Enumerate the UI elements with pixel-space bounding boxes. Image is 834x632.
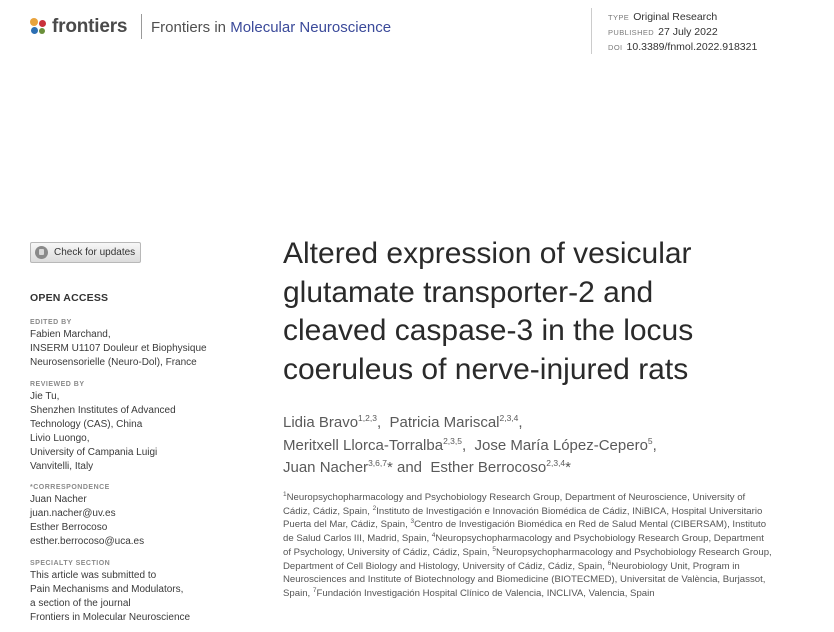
article-meta: [608, 10, 757, 55]
meta-value: 27 July 2022: [658, 26, 718, 38]
author-affil-sup: 3,6,7: [368, 458, 387, 468]
section-line: Shenzhen Institutes of Advanced: [30, 405, 176, 416]
meta-published-row: [608, 25, 757, 40]
crossmark-icon: [35, 246, 48, 259]
corresponding-star: *: [565, 459, 571, 476]
affil-text: Instituto de Investigación e Innovación Biomédica de Cádiz, INiBICA, Hospital Universitario Puerta del Mar, Cádiz, Spain,: [283, 505, 763, 531]
meta-divider: [591, 8, 592, 54]
meta-key: PUBLISHED: [608, 28, 655, 37]
article-title: [283, 235, 803, 389]
section-line: Jie Tu,: [30, 391, 60, 402]
section-line: INSERM U1107 Douleur et Biophysique: [30, 343, 207, 354]
journal-name: Molecular Neuroscience: [230, 19, 392, 36]
title-line: coeruleus of nerve-injured rats: [283, 352, 689, 386]
meta-doi-row: [608, 40, 757, 55]
correspondence-section: [30, 482, 240, 549]
affil-number: 5: [492, 545, 497, 553]
section-line: Neurosensorielle (Neuro-Dol), France: [30, 357, 197, 368]
edited-by-section: [30, 317, 240, 370]
affil-text: Centro de Investigación Biomédica en Red de Salud Mental (CIBERSAM), Instituto de Salud Carlos III, Madrid, Spain,: [283, 519, 767, 545]
corresponding-star: *: [386, 459, 393, 476]
meta-value: Original Research: [633, 11, 718, 23]
section-line: This article was submitted to: [30, 570, 157, 581]
journal-prefix: Frontiers in: [151, 19, 231, 36]
author-line: [283, 457, 803, 480]
affil-number: 3: [410, 518, 415, 526]
affil-text: Neurobiology Unit, Program in Neurosciences and Institute of Biotechnology and Biomedicine (BIOTECMED), Universitat de València, Burjassot, Spain,: [283, 560, 766, 599]
meta-key: DOI: [608, 43, 623, 52]
affiliations: [283, 491, 773, 601]
author-line: Meritxell Llorca-Torralba$^{2,3,5}$, Jose María López-Cepero$^5$,: [283, 435, 657, 454]
author-affil-sup: 5: [647, 435, 653, 446]
author-name[interactable]: Juan Nacher: [283, 459, 369, 476]
author-affil-sup: 2,3,4: [499, 413, 519, 423]
header-divider: [141, 14, 142, 39]
section-line: a section of the journal: [30, 598, 131, 609]
section-line: Vanvitelli, Italy: [30, 461, 94, 472]
affil-text: Neuropsychopharmacology and Psychobiology Research Group, Department of Neuroscience, University of Cádiz, Cádiz, Spain,: [283, 492, 746, 517]
author-name[interactable]: Lidia Bravo: [283, 414, 359, 431]
section-line: Frontiers in Molecular Neuroscience: [30, 612, 191, 623]
section-line: Technology (CAS), China: [30, 419, 143, 430]
author-name[interactable]: Patricia Mariscal: [389, 414, 500, 431]
check-for-updates-label: Check for updates: [54, 247, 136, 258]
author-affil-sup: 2,3,4: [546, 458, 566, 468]
check-for-updates-button[interactable]: [30, 242, 141, 263]
affil-text: Neuropsychopharmacology and Psychobiology Research Group, Department of Psychology, University of Cádiz, Cádiz, Spain,: [283, 533, 764, 558]
reviewed-by-section: [30, 379, 240, 474]
author-line: Lidia Bravo$^{1,2,3}$, Patricia Mariscal$^{2,3,4}$,: [283, 413, 523, 431]
affil-number: 4: [431, 531, 436, 539]
section-line: Pain Mechanisms and Modulators,: [30, 584, 184, 595]
open-access-label: OPEN ACCESS: [30, 292, 109, 304]
section-line: Fabien Marchand,: [30, 329, 111, 340]
frontiers-logo-icon: [30, 18, 48, 36]
author-name[interactable]: Jose María López-Cepero: [474, 436, 648, 454]
section-line: University of Campania Luigi: [30, 447, 158, 458]
affil-text: Fundación Investigación Hospital Clínico de Valencia, INCLIVA, Valencia, Spain: [316, 587, 655, 599]
section-line: Livio Luongo,: [30, 433, 90, 444]
affil-number: 2: [372, 504, 377, 512]
title-line: cleaved caspase-3 in the locus: [283, 314, 694, 347]
doi-link[interactable]: 10.3389/fnmol.2022.918321: [626, 41, 758, 53]
section-line: Juan Nacher: [30, 494, 87, 505]
journal-title[interactable]: [151, 19, 391, 36]
logo-wordmark: frontiers: [52, 16, 128, 37]
meta-type-row: [608, 10, 757, 25]
author-affil-sup: 1,2,3: [358, 413, 377, 423]
frontiers-logo[interactable]: [30, 16, 127, 38]
section-heading: *CORRESPONDENCE: [30, 484, 110, 491]
affil-number: 1: [283, 490, 287, 498]
section-heading: EDITED BY: [30, 319, 72, 326]
affil-number: 7: [312, 586, 317, 594]
specialty-section: [30, 558, 240, 625]
affil-text: Neuropsychopharmacology and Psychobiology Research Group, Department of Cell Biology and Histology, University of Cádiz, Cádiz, Spain,: [283, 546, 772, 572]
email-link[interactable]: juan.nacher@uv.es: [30, 508, 116, 519]
author-name[interactable]: Meritxell Llorca-Torralba: [283, 436, 444, 454]
author-name[interactable]: Esther Berrocoso: [430, 459, 547, 476]
email-link[interactable]: esther.berrocoso@uca.es: [30, 536, 145, 547]
author-conjunction: and: [396, 459, 423, 476]
title-line: glutamate transporter-2 and: [283, 275, 654, 309]
section-heading: REVIEWED BY: [30, 381, 85, 388]
author-affil-sup: 2,3,5: [443, 435, 462, 446]
affil-number: 6: [607, 559, 612, 567]
section-heading: SPECIALTY SECTION: [30, 560, 111, 567]
title-line: Altered expression of vesicular: [283, 237, 692, 270]
meta-key: TYPE: [608, 13, 630, 22]
section-line: Esther Berrocoso: [30, 522, 108, 533]
author-list: [283, 412, 803, 480]
